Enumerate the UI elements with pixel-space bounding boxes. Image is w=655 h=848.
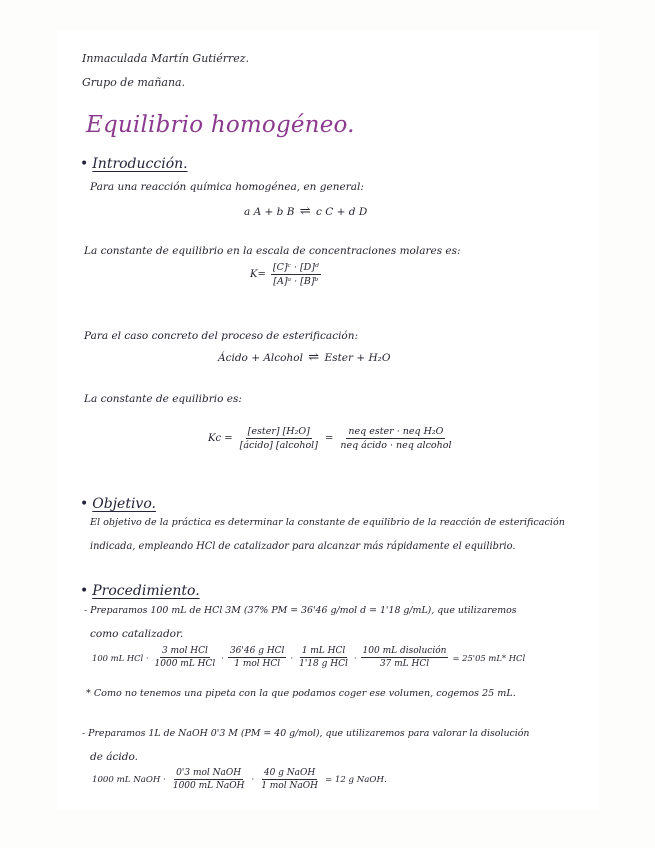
objetivo-line-1: El objetivo de la práctica es determinar la constante de equilibrio de la reacción de esterificación	[90, 517, 565, 528]
intro-line-2: La constante de equilibrio en la escala de concentraciones molares es:	[84, 245, 461, 257]
bullet-icon: •	[80, 496, 89, 512]
calc2-fraction-2: $\frac{\text{40 g NaOH}}{\text{1 mol NaOH}}$	[261, 768, 318, 791]
equilibrium-arrow-icon: ⇌	[308, 350, 320, 365]
calc2-fraction-1: $\frac{\text{0'3 mol NaOH}}{\text{1000 mL NaOH}}$	[172, 768, 245, 791]
calc1-fraction-2: $\frac{\text{36'46 g HCl}}{\text{1 mol HCl}}$	[229, 646, 285, 669]
section-heading-introduccion: • Introducción.	[80, 156, 188, 172]
procedimiento-step2-line2: de ácido.	[90, 751, 138, 763]
objetivo-line-2: indicada, empleando HCl de catalizador para alcanzar más rápidamente el equilibrio.	[90, 541, 516, 552]
general-reaction: a A + b B ⇌ c C + d D	[244, 204, 368, 219]
kc-fraction-moles: $\frac{\text{neq ester · neq H₂O}}{\text{neq ácido · neq alcohol}}$	[340, 426, 452, 451]
group-label: Grupo de mañana.	[82, 76, 186, 89]
k-expression: K= $\frac{\text{[C]ᶜ · [D]ᵈ}}{\text{[A]ᵃ · [B]ᵇ}}$	[250, 262, 319, 287]
intro-line-3: Para el caso concreto del proceso de esterificación:	[84, 330, 359, 342]
esterification-reaction: Ácido + Alcohol ⇌ Ester + H₂O	[218, 350, 391, 365]
bullet-icon: •	[80, 156, 89, 172]
kc-expression: Kc = $\frac{\text{[ester] [H₂O]}}{\text{[ácido] [alcohol]}}$ = $\frac{\text{neq ester · neq H₂O}}{\text{neq ácido · neq alcohol}}$	[208, 426, 452, 451]
hcl-calculation: 100 mL HCl · $\frac{\text{3 mol HCl}}{\text{1000 mL HCl}}$ · $\frac{\text{36'46 g HCl}}{\text{1 mol HCl}}$ · $\frac{\text{1 mL HCl}}{\text{1'18 g HCl}}$ · $\frac{\text{100 mL disolución}}{\text{37 mL HCl}}$ = 25'05 mL* HCl	[92, 646, 526, 669]
kc-fraction-concentration: $\frac{\text{[ester] [H₂O]}}{\text{[ácido] [alcohol]}}$	[239, 426, 318, 451]
bullet-icon: •	[80, 583, 89, 599]
calc1-fraction-3: $\frac{\text{1 mL HCl}}{\text{1'18 g HCl}}$	[299, 646, 348, 669]
procedimiento-step1-line2: como catalizador.	[90, 628, 184, 640]
k-fraction: $\frac{\text{[C]ᶜ · [D]ᵈ}}{\text{[A]ᵃ · [B]ᵇ}}$	[272, 262, 319, 287]
calc1-fraction-1: $\frac{\text{3 mol HCl}}{\text{1000 mL HCl}}$	[154, 646, 216, 669]
author-name: Inmaculada Martín Gutiérrez.	[82, 52, 250, 65]
pipette-note: * Como no tenemos una pipeta con la que podamos coger ese volumen, cogemos 25 mL.	[86, 688, 516, 699]
equilibrium-arrow-icon: ⇌	[299, 204, 311, 219]
page-title: Equilibrio homogéneo.	[86, 112, 355, 138]
intro-line-1: Para una reacción química homogénea, en general:	[90, 181, 364, 193]
section-heading-objetivo: • Objetivo.	[80, 496, 156, 512]
section-heading-procedimiento: • Procedimiento.	[80, 583, 200, 599]
procedimiento-step1-line1: - Preparamos 100 mL de HCl 3M (37% PM = 36'46 g/mol d = 1'18 g/mL), que utilizaremos	[84, 605, 517, 616]
calc1-fraction-4: $\frac{\text{100 mL disolución}}{\text{37 mL HCl}}$	[362, 646, 447, 669]
intro-line-4: La constante de equilibrio es:	[84, 393, 242, 405]
naoh-calculation: 1000 mL NaOH · $\frac{\text{0'3 mol NaOH}}{\text{1000 mL NaOH}}$ · $\frac{\text{40 g NaOH}}{\text{1 mol NaOH}}$ = 12 g NaOH.	[92, 768, 387, 791]
procedimiento-step2-line1: - Preparamos 1L de NaOH 0'3 M (PM = 40 g/mol), que utilizaremos para valorar la disolución	[82, 728, 530, 739]
